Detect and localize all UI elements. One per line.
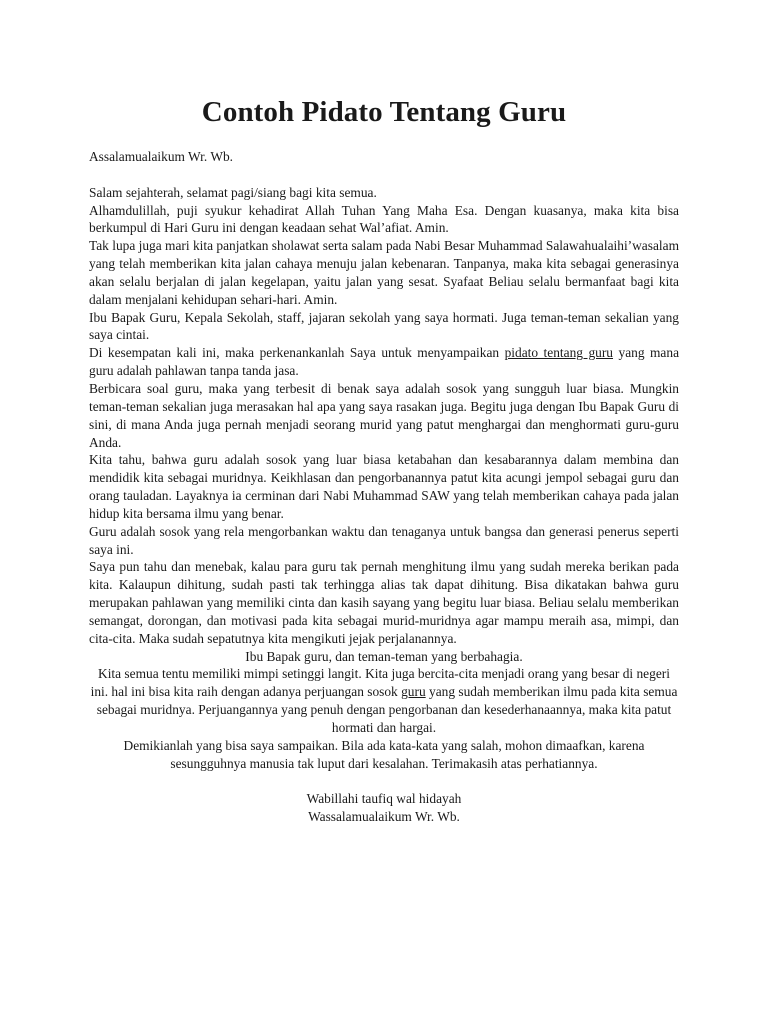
document-page [89,0,679,826]
mimpi-text-after: yang sudah memberikan ilmu pada kita semua sebagai muridnya. Perjuangannya yang penuh dengan pengorbanan dan kesederhanaannya, maka kita patut hormati dan hargai. [96,684,678,735]
alhamdulillah-paragraph: Alhamdulillah, puji syukur kehadirat Allah Tuhan Yang Maha Esa. Dengan kuasanya, maka kita bisa berkumpul di Hari Guru ini dengan keadaan sehat Wal’afiat. Amin. [89,202,679,236]
salam-paragraph: Salam sejahterah, selamat pagi/siang bagi kita semua. [89,184,377,200]
document-title: Contoh Pidato Tentang Guru [201,96,567,128]
opening-text-after: yang mana guru adalah pahlawan tanpa tanda jasa. [89,345,680,379]
audience-paragraph: Ibu Bapak Guru, Kepala Sekolah, staff, jajaran sekolah yang saya hormati. Juga teman-teman sekalian yang saya cintai. [89,309,679,343]
greeting-paragraph: Assalamualaikum Wr. Wb. [89,149,234,164]
berbahagia-paragraph: Ibu Bapak guru, dan teman-teman yang berbahagia. [245,648,523,664]
closing-paragraph: Demikianlah yang bisa saya sampaikan. Bila ada kata-kata yang salah, mohon dimaafkan, karena sesungguhnya manusia tak luput dari kesalahan. Terimakasih atas perhatiannya. [123,737,645,771]
sholawat-paragraph: Tak lupa juga mari kita panjatkan sholawat serta salam pada Nabi Besar Muhammad Salawahualaihi’wasalam yang telah memberikan kita jalan cahaya menuju jalan kebenaran. Tanpanya, maka kita sebagai generasinya akan selalu berjalan di jalan kegelapan, yaitu jalan yang sesat. Syafaat Beliau selalu bermanfaat bagi kita dalam menjalani kehidupan sehari-hari. Amin. [89,238,679,307]
document-body [89,148,679,826]
guru-sosok-paragraph: Berbicara soal guru, maka yang terbesit di benak saya adalah sosok yang sungguh luar biasa. Mungkin teman-teman sekalian juga merasakan hal apa yang saya rasakan juga. Begitu juga dengan Ibu Bapak Guru di sini, di mana Anda juga pernah menjadi seorang murid yang patut menghargai dan menghormati guru-guru Anda. [89,380,679,450]
paragraph-gap [89,166,679,184]
wabillahi-line: Wabillahi taufiq wal hidayah [306,791,462,807]
mimpi-text-before: Kita semua tentu memiliki mimpi setinggi langit. Kita juga bercita-cita menjadi orang yang besar di negeri ini. hal ini bisa kita raih dengan adanya perjuangan sosok [90,666,670,700]
ketabahan-paragraph: Kita tahu, bahwa guru adalah sosok yang luar biasa ketabahan dan kesabarannya dalam membina dan mendidik kita sebagai muridnya. Keikhlasan dan pengorbanannya patut kita acungi jempol sebagai guru dan orang tauladan. Layaknya ia cerminan dari Nabi Muhammad SAW yang telah memberikan cahaya pada jalan hidup kita bersama ilmu yang benar. [89,452,679,521]
pidato-tentang-guru-link[interactable]: pidato tentang guru [504,345,614,361]
opening-paragraph [89,344,679,380]
wassalamualaikum-line: Wassalamualaikum Wr. Wb. [308,809,460,825]
paragraph-gap [89,773,679,791]
opening-text-before: Di kesempatan kali ini, maka perkenankanlah Saya untuk menyampaikan [89,345,505,361]
guru-link[interactable]: guru [401,684,426,700]
pengorbanan-paragraph: Guru adalah sosok yang rela mengorbankan waktu dan tenaganya untuk bangsa dan generasi penerus seperti saya ini. [89,523,679,557]
ilmu-paragraph: Saya pun tahu dan menebak, kalau para guru tak pernah menghitung ilmu yang sudah mereka berikan pada kita. Kalaupun dihitung, sudah pasti tak terhingga alias tak dapat dihitung. Bisa dikatakan bahwa guru merupakan pahlawan yang memiliki cinta dan kasih sayang yang begitu luar biasa. Beliau selalu memberikan semangat, dorongan, dan motivasi pada kita sebagai murid-muridnya agar mampu meraih asa, mimpi, dan cita-cita. Maka sudah sepatutnya kita mengikuti jejak perjalanannya. [89,559,679,646]
mimpi-paragraph [89,665,679,736]
